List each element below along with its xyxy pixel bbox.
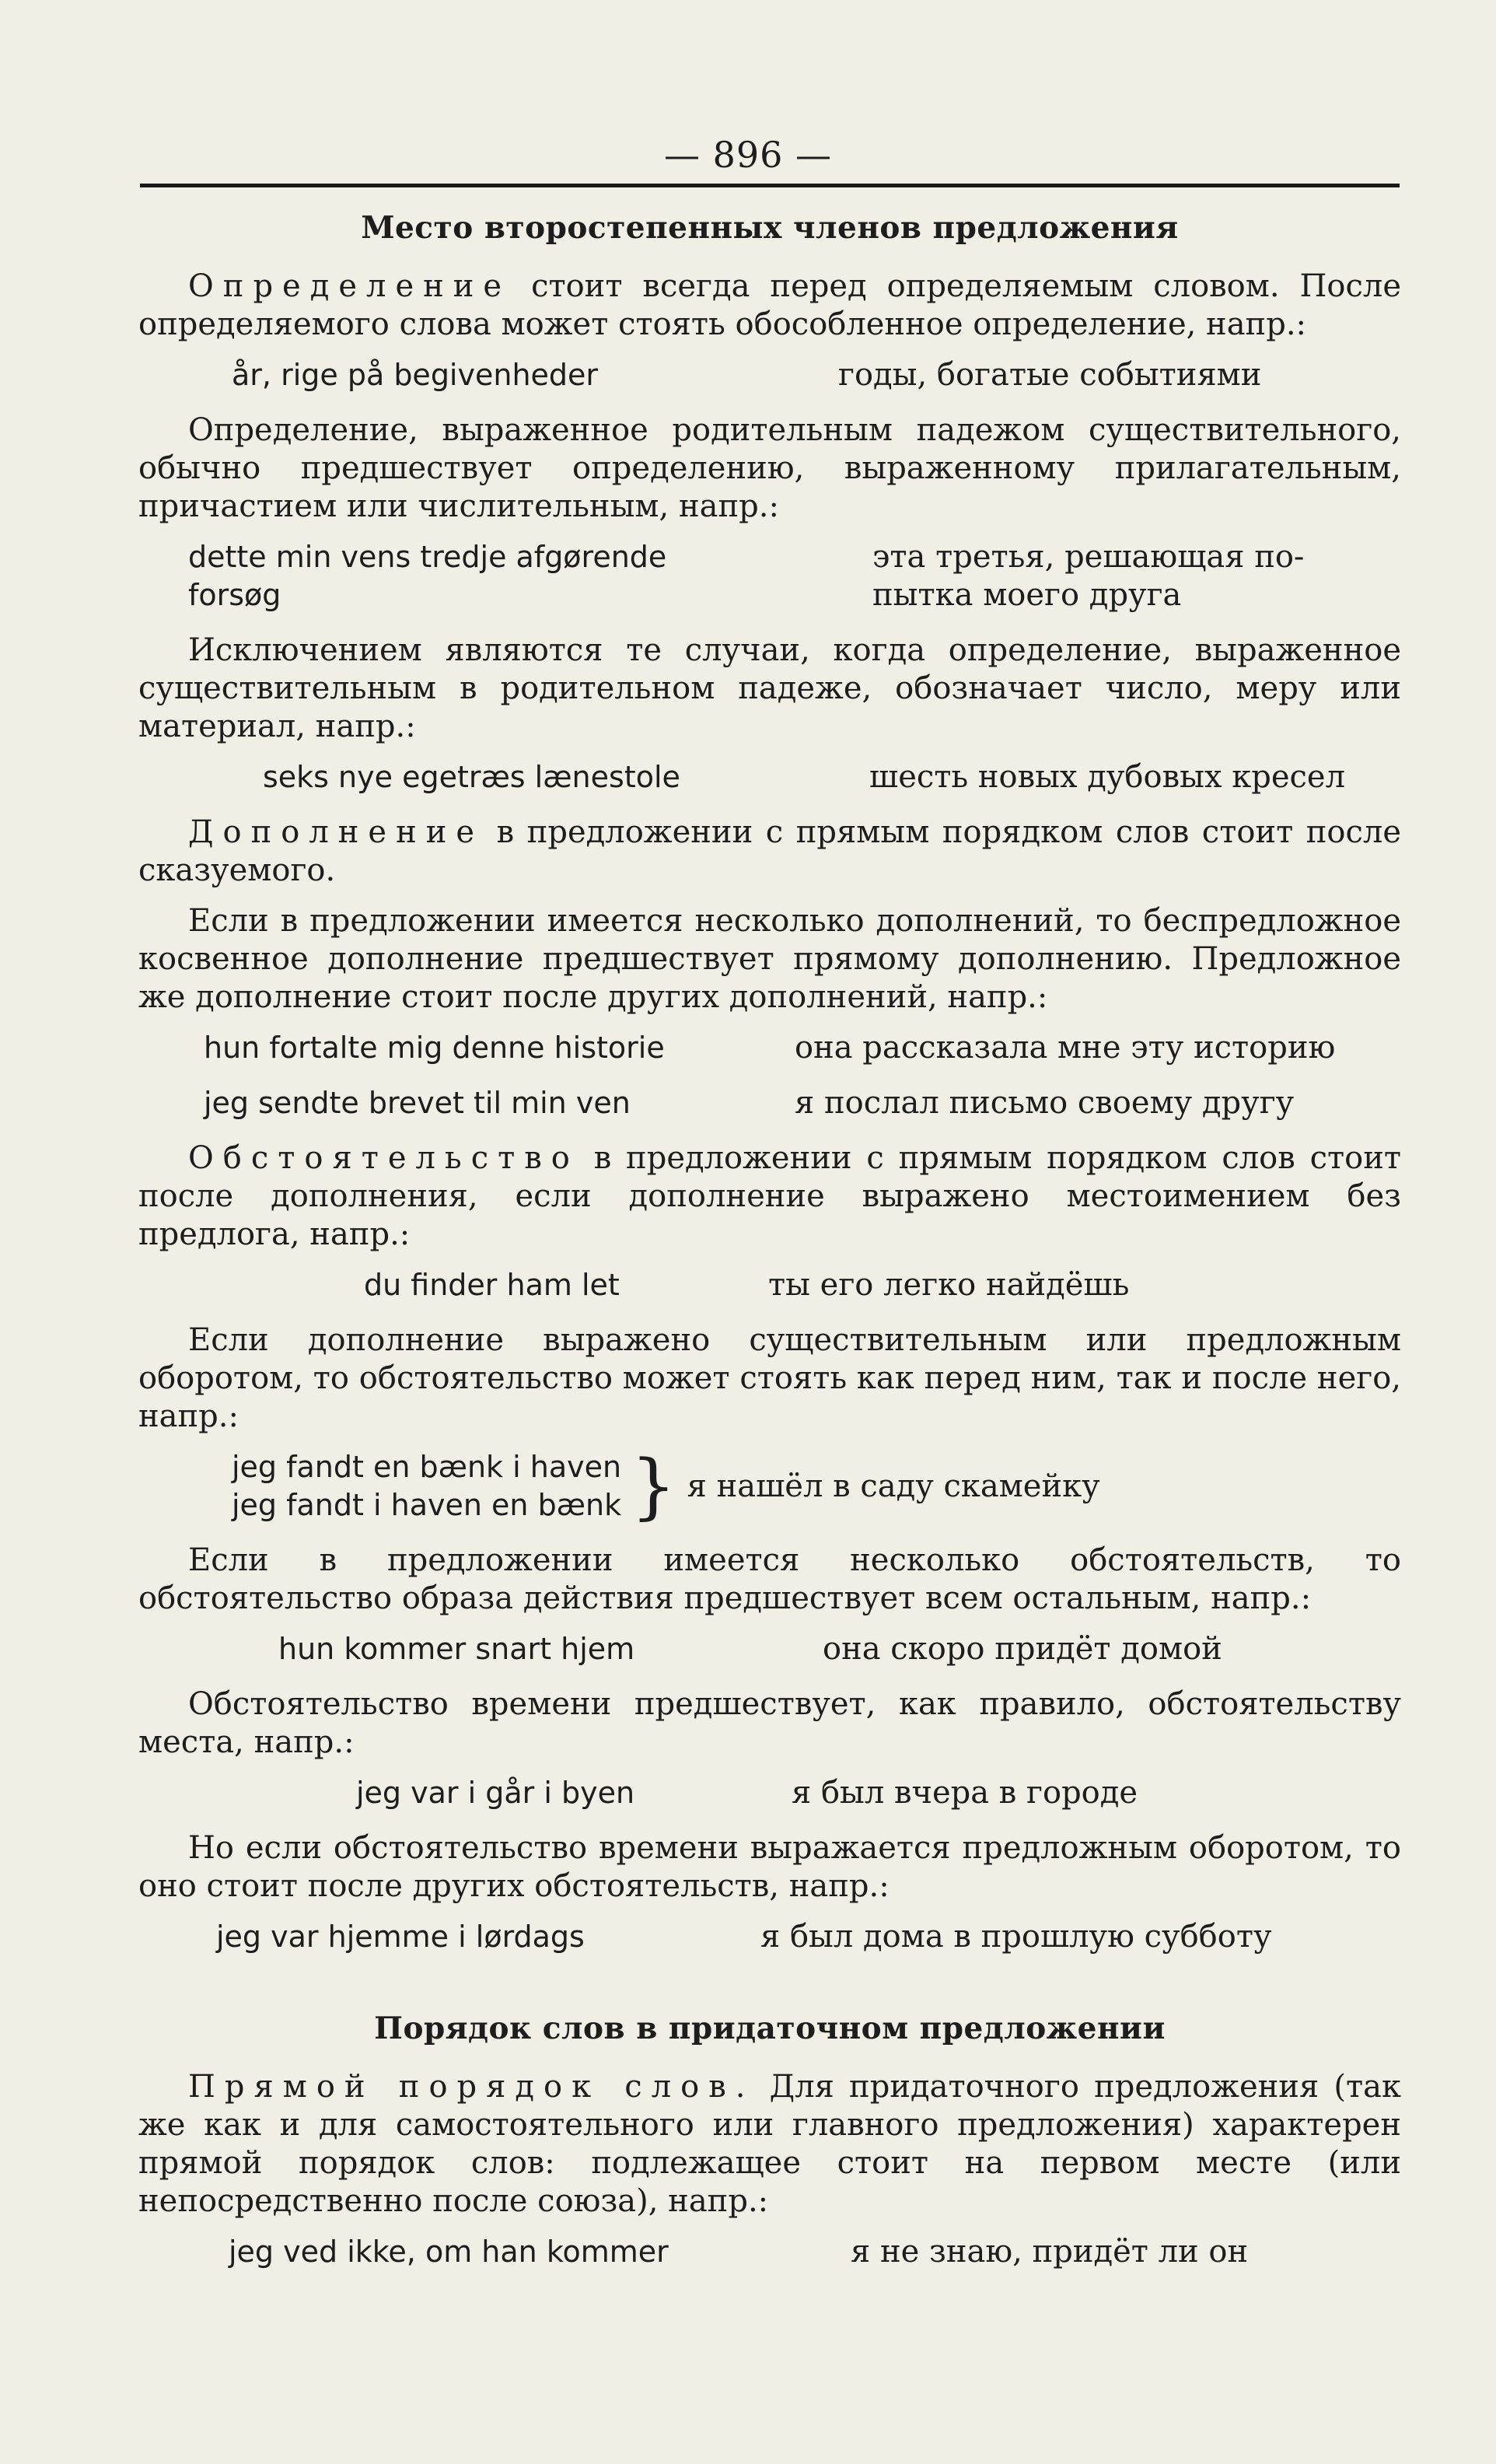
example-row [138,1029,1401,1067]
header-rule [140,184,1400,187]
term: Дополнение [188,814,484,850]
danish-example: jeg var i går i byen [356,1776,635,1810]
danish-example: du finder ham let [364,1268,620,1302]
danish-example: hun kommer snart hjem [278,1632,635,1666]
paragraph: Если в предложении имеется несколько дополнений, то беспредложное косвенное дополнение предшествует прямому дополнению. Предложное же дополнение стоит после других дополнений, напр.: [138,903,1401,1015]
russian-translation: я не знаю, придёт ли он [851,2234,1249,2270]
danish-example: jeg fandt en bænk i haven [232,1450,622,1484]
russian-translation: ты его легко найдёшь [768,1267,1130,1303]
example-row [138,1630,1401,1668]
example-row [138,2233,1401,2271]
russian-translation: я был вчера в городе [792,1775,1138,1811]
danish-example: seks nye egetræs lænestole [263,760,680,794]
brace-icon: } [631,1444,676,1528]
example-row [138,1918,1401,1956]
danish-example: jeg ved ikke, om han kommer [229,2235,669,2269]
term: Определение [188,268,512,304]
russian-translation: эта третья, решающая по- пытка моего друга [872,539,1305,613]
paragraph: Если дополнение выражено существительным или предложным оборотом, то обстоятельство может стоять как перед ним, так и после него, напр.: [138,1322,1401,1434]
page-content [138,201,1401,2288]
paragraph: Прямой порядок слов. Для придаточного предложения (так же как и для самостоятельного или главного предложения) характерен прямой порядок слов: подлежащее стоит на первом месте (или непосредственно после союза), напр.: [138,2069,1402,2219]
paragraph: Но если обстоятельство времени выражается предложным оборотом, то оно стоит после других обстоятельств, напр.: [138,1830,1401,1904]
example-row [138,758,1401,796]
danish-example: jeg sendte brevet til min ven [204,1086,631,1120]
danish-example: hun fortalte mig denne historie [204,1031,665,1065]
paragraph: Определение стоит всегда перед определяемым словом. После определяемого слова может стоять обособленное определение, напр.: [138,268,1401,342]
example-row [138,1266,1401,1304]
example-row [138,356,1401,394]
paragraph: Определение, выраженное родительным падежом существительного, обычно предшествует определению, выраженному прилагательным, причастием или числительным, напр.: [138,412,1401,524]
russian-translation: я послал письмо своему другу [795,1085,1295,1121]
russian-translation: годы, богатые событиями [838,357,1262,393]
danish-example: dette min vens tredje afgørende forsøg [188,540,667,612]
paragraph: Обстоятельство времени предшествует, как правило, обстоятельству места, напр.: [138,1686,1401,1760]
term: Обстоятельство [188,1140,579,1176]
paragraph: Если в предложении имеется несколько обстоятельств, то обстоятельство образа действия предшествует всем остальным, напр.: [138,1542,1401,1616]
term: Прямой порядок слов. [188,2069,755,2105]
page-number: — 896 — [663,134,833,176]
danish-example: jeg fandt i haven en bænk [232,1488,622,1522]
example-row [138,1084,1401,1122]
russian-translation: шесть новых дубовых кресел [869,759,1345,795]
paragraph: Исключением являются те случаи, когда определение, выраженное существительным в родительном падеже, обозначает число, меру или материал, напр.: [138,632,1401,744]
russian-translation: она скоро придёт домой [823,1631,1222,1667]
example-braced [232,1444,1401,1528]
example-row [138,538,1401,614]
paragraph: Дополнение в предложении с прямым порядком слов стоит после сказуемого. [138,814,1401,888]
russian-translation: я нашёл в саду скамейку [687,1468,1100,1504]
russian-translation: я был дома в прошлую субботу [760,1919,1272,1955]
russian-translation: она рассказала мне эту историю [795,1030,1336,1066]
section-heading: Место второстепенных членов предложения [361,210,1179,246]
paragraph: Обстоятельство в предложении с прямым порядком слов стоит после дополнения, если дополнение выражено местоимением без предлога, напр.: [138,1140,1401,1252]
danish-variants [232,1448,621,1524]
danish-example: jeg var hjemme i lørdags [216,1920,585,1954]
danish-example: år, rige på begivenheder [232,358,599,392]
example-row [138,1774,1401,1812]
section-heading: Порядок слов в придаточном предложении [374,2011,1166,2046]
